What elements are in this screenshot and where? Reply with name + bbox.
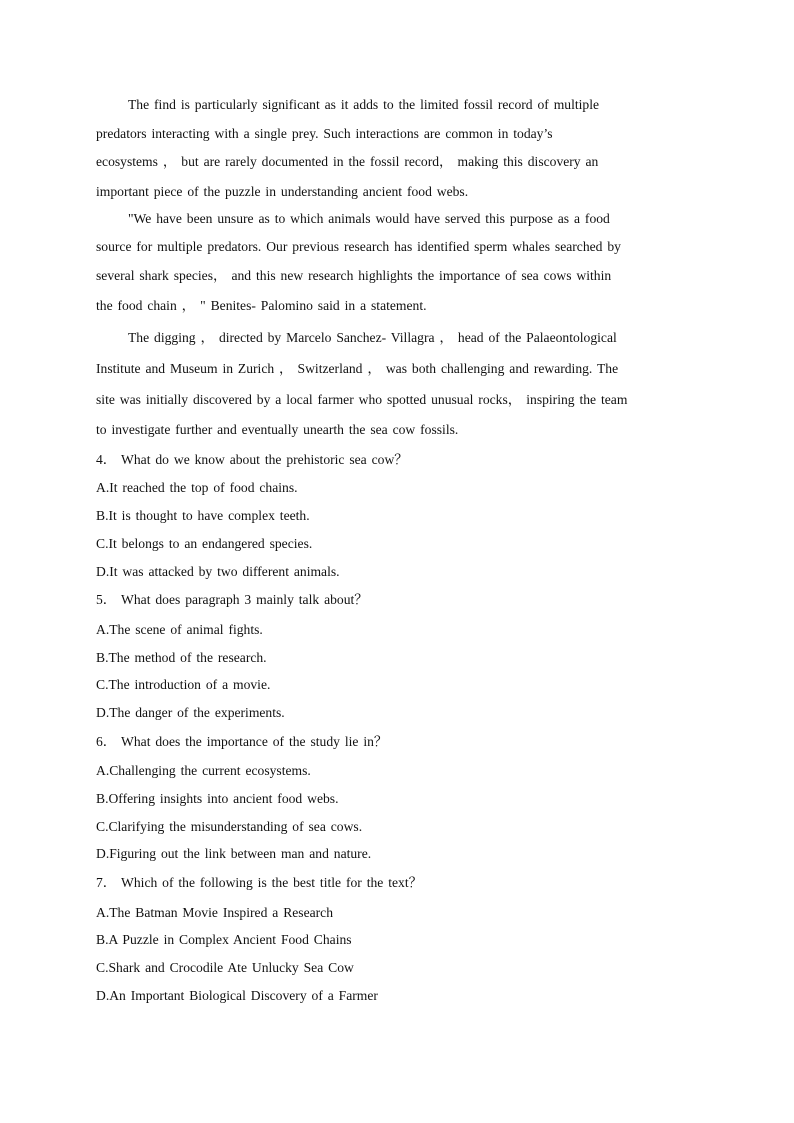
paragraph-line: several shark species， and this new research highlights the importance of sea cows within — [96, 268, 612, 283]
question-prompt: 5． What does paragraph 3 mainly talk about？ — [96, 592, 368, 607]
answer-option: B.The method of the research. — [96, 650, 267, 665]
answer-option: B.Offering insights into ancient food webs. — [96, 791, 339, 806]
answer-option: A.The scene of animal fights. — [96, 622, 263, 637]
question-prompt: 4． What do we know about the prehistoric sea cow？ — [96, 452, 408, 467]
paragraph-line: "We have been unsure as to which animals would have served this purpose as a food — [128, 211, 610, 226]
paragraph-line: Institute and Museum in Zurich ， Switzerland ， was both challenging and rewarding. The — [96, 361, 619, 376]
paragraph-line: The find is particularly significant as it adds to the limited fossil record of multiple — [128, 97, 600, 112]
answer-option: D.An Important Biological Discovery of a Farmer — [96, 988, 378, 1003]
paragraph-line: The digging ， directed by Marcelo Sanchez- Villagra ， head of the Palaeontological — [128, 330, 617, 345]
answer-option: C.The introduction of a movie. — [96, 677, 271, 692]
answer-option: C.It belongs to an endangered species. — [96, 536, 313, 551]
paragraph-line: important piece of the puzzle in understanding ancient food webs. — [96, 184, 469, 199]
answer-option: D.The danger of the experiments. — [96, 705, 285, 720]
answer-option: A.Challenging the current ecosystems. — [96, 763, 311, 778]
paragraph-line: source for multiple predators. Our previous research has identified sperm whales searched by — [96, 239, 621, 254]
answer-option: C.Shark and Crocodile Ate Unlucky Sea Cow — [96, 960, 354, 975]
answer-option: C.Clarifying the misunderstanding of sea cows. — [96, 819, 363, 834]
paragraph-line: ecosystems ， but are rarely documented in the fossil record， making this discovery an — [96, 154, 599, 169]
paragraph-line: to investigate further and eventually unearth the sea cow fossils. — [96, 422, 459, 437]
paragraph-line: the food chain ， " Benites- Palomino said in a statement. — [96, 298, 427, 313]
answer-option: B.It is thought to have complex teeth. — [96, 508, 310, 523]
answer-option: A.It reached the top of food chains. — [96, 480, 298, 495]
answer-option: B.A Puzzle in Complex Ancient Food Chains — [96, 932, 352, 947]
answer-option: D.It was attacked by two different animals. — [96, 564, 340, 579]
question-prompt: 7． Which of the following is the best title for the text？ — [96, 875, 423, 890]
answer-option: D.Figuring out the link between man and nature. — [96, 846, 372, 861]
answer-option: A.The Batman Movie Inspired a Research — [96, 905, 334, 920]
question-prompt: 6． What does the importance of the study lie in？ — [96, 734, 388, 749]
paragraph-line: predators interacting with a single prey. Such interactions are common in today’s — [96, 126, 553, 141]
paragraph-line: site was initially discovered by a local farmer who spotted unusual rocks， inspiring the team — [96, 392, 628, 407]
